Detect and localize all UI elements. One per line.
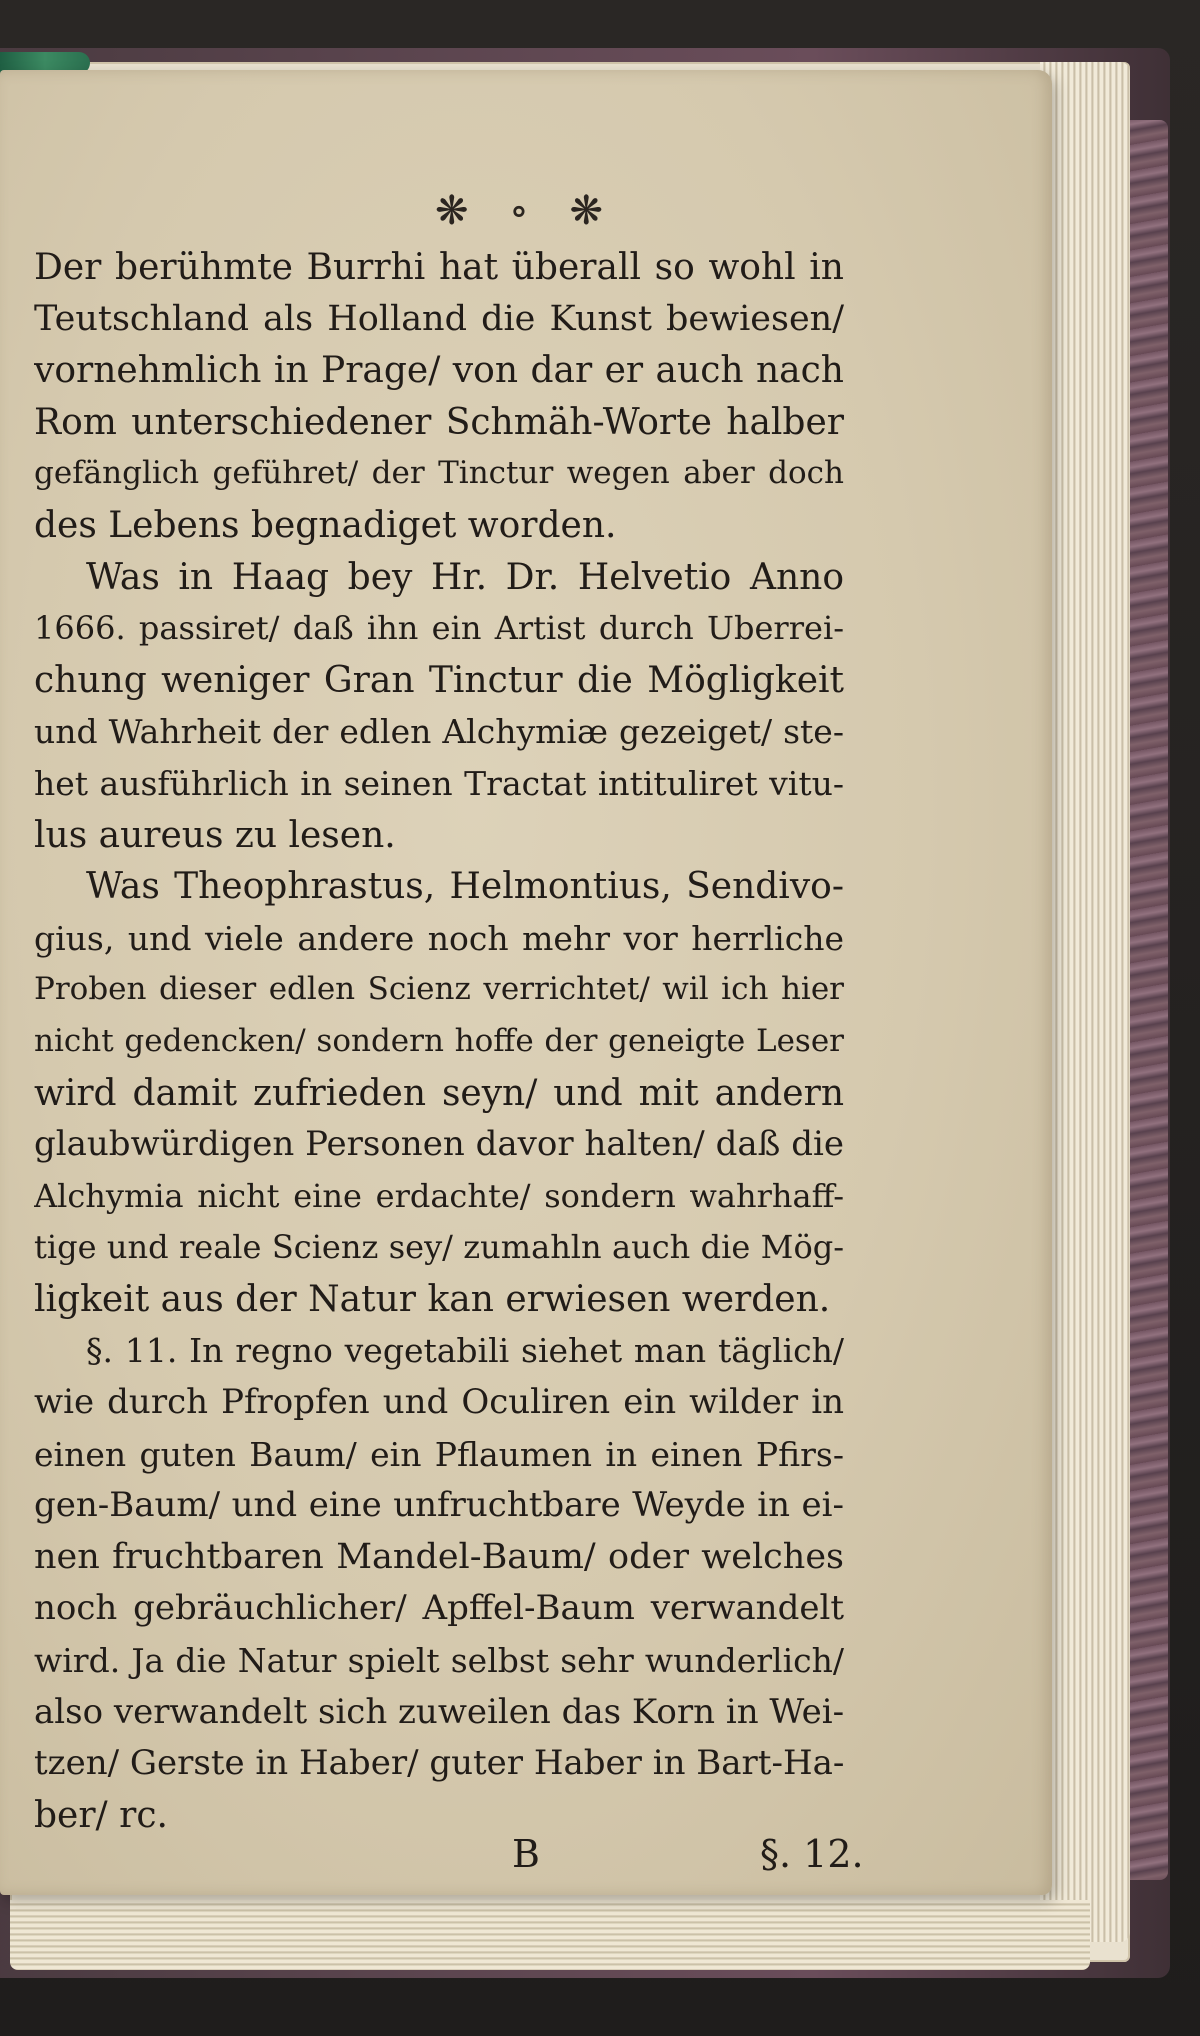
text-line: het ausführlich in seinen Tractat intituliret vitu- — [34, 763, 844, 803]
signature-mark: B — [512, 1832, 540, 1876]
text-line: chung weniger Gran Tinctur die Mögligkeit — [34, 659, 844, 701]
page-edges-right — [1040, 62, 1130, 1942]
page-footer — [0, 1832, 1052, 1892]
text-line: Der berühmte Burrhi hat überall so wohl in — [34, 247, 844, 288]
text-line: tige und reale Scienz sey/ zumahln auch die Mög- — [34, 1228, 844, 1267]
text-line: nen fruchtbaren Mandel-Baum/ oder welches — [34, 1536, 844, 1577]
text-line: gen-Baum/ und eine unfruchtbare Weyde in ei- — [34, 1485, 844, 1526]
page-edges-bottom — [10, 1900, 1090, 1970]
text-line: wird damit zufrieden seyn/ und mit andern — [34, 1072, 844, 1114]
text-line: gius, und viele andere noch mehr vor herrliche — [34, 918, 844, 958]
text-line: Proben dieser edlen Scienz verrichtet/ wil ich hier — [34, 971, 844, 1008]
page-body-text — [34, 242, 844, 1841]
text-line: also verwandelt sich zuweilen das Korn in Wei- — [34, 1691, 844, 1732]
text-line: tzen/ Gerste in Haber/ guter Haber in Bart-Ha- — [34, 1743, 844, 1784]
text-line: lus aureus zu lesen. — [34, 814, 396, 856]
text-line: vornehmlich in Prage/ von dar er auch nach — [34, 350, 844, 392]
text-line: Alchymia nicht eine erdachte/ sondern wahrhaff- — [34, 1176, 844, 1215]
text-line: §. 11. In regno vegetabili siehet man täglich/ — [86, 1331, 844, 1371]
text-line: ber/ rc. — [34, 1794, 168, 1836]
text-line: des Lebens begnadiget worden. — [34, 504, 617, 546]
text-line: nicht gedencken/ sondern hoffe der geneigte Leser — [34, 1022, 844, 1059]
text-line: und Wahrheit der edlen Alchymiæ gezeiget/ ste- — [34, 712, 844, 752]
header-ornament: ❋ ∘ ❋ — [434, 188, 618, 234]
text-line: ligkeit aus der Natur kan erwiesen werden. — [34, 1278, 831, 1320]
text-line: wie durch Pfropfen und Oculiren ein wilder in — [34, 1382, 844, 1423]
text-line: Was Theophrastus, Helmontius, Sendivo- — [86, 866, 844, 908]
text-line: Teutschland als Holland die Kunst bewiesen/ — [34, 298, 844, 339]
catchword: §. 12. — [760, 1832, 864, 1876]
text-line: einen guten Baum/ ein Pflaumen in einen Pfirs- — [34, 1434, 844, 1474]
text-line: wird. Ja die Natur spielt selbst sehr wunderlich/ — [34, 1641, 844, 1681]
text-line: glaubwürdigen Personen davor halten/ daß die — [34, 1124, 844, 1165]
text-line: Was in Haag bey Hr. Dr. Helvetio Anno — [86, 556, 844, 598]
book-page — [0, 70, 1052, 1895]
text-line: gefänglich geführet/ der Tinctur wegen aber doch — [34, 455, 844, 492]
text-line: noch gebräuchlicher/ Apffel-Baum verwandelt — [34, 1588, 844, 1629]
text-line: 1666. passiret/ daß ihn ein Artist durch Uberrei- — [34, 609, 844, 648]
text-line: Rom unterschiedener Schmäh-Worte halber — [34, 401, 844, 443]
